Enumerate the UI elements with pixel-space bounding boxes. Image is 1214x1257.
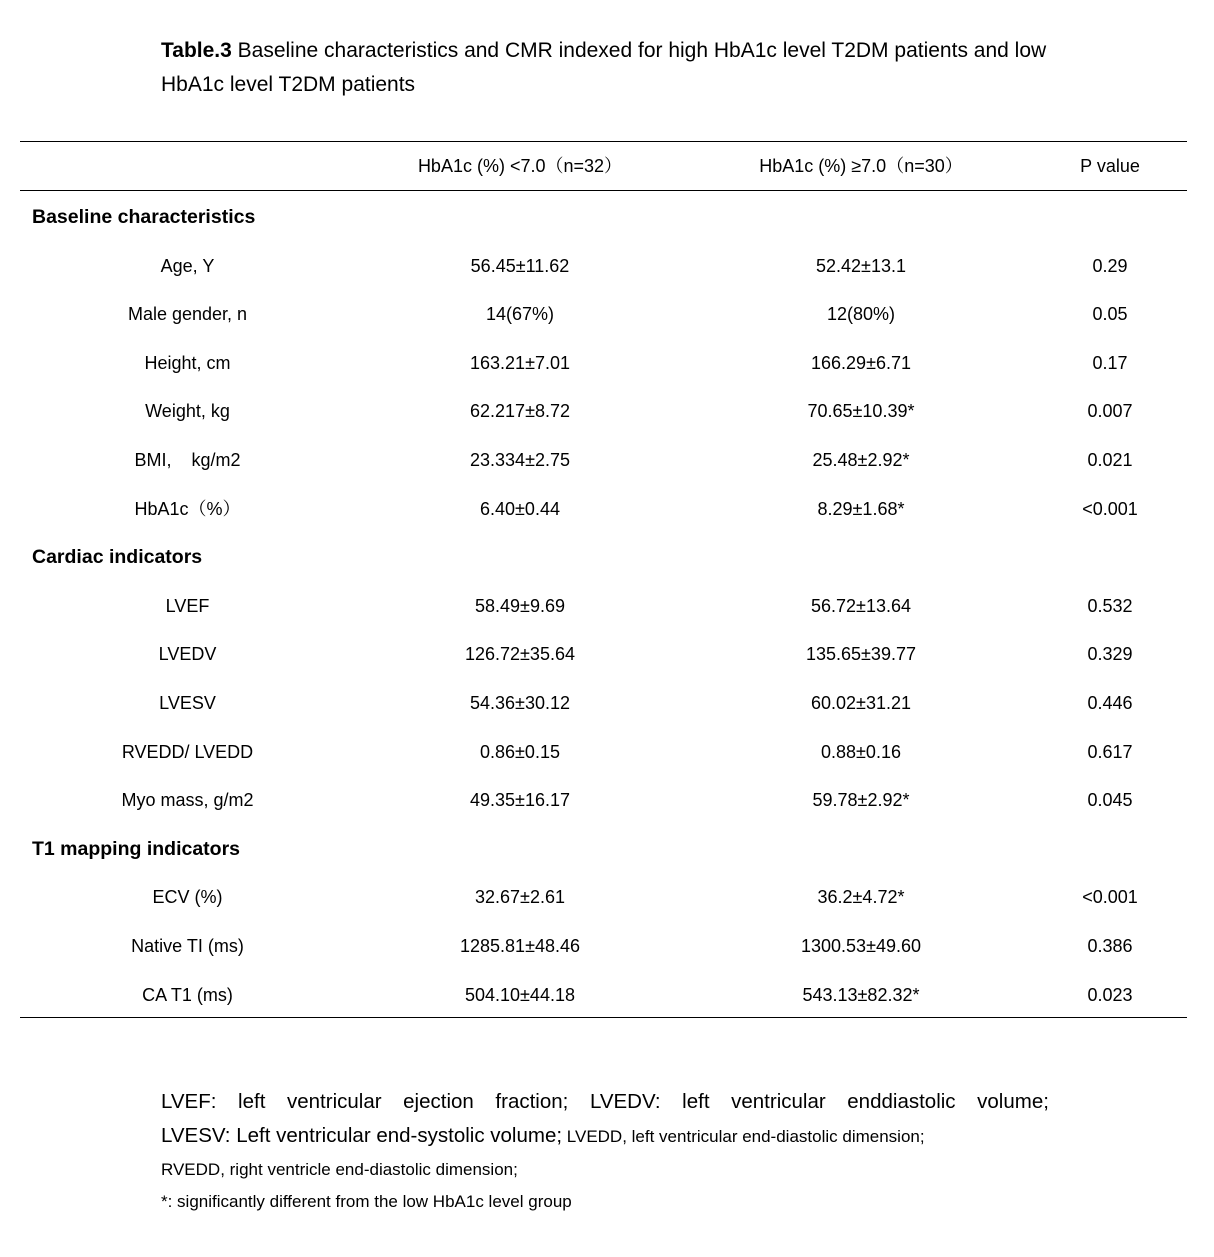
value-low-hba1c: 58.49±9.69 [475, 595, 565, 616]
section-header [0, 202, 1214, 232]
row-label: Myo mass, g/m2 [121, 790, 254, 811]
table-bottom-rule [20, 1017, 1187, 1018]
footnote-word: ventricular [287, 1090, 382, 1113]
p-value: 0.045 [1087, 790, 1133, 811]
value-low-hba1c: 14(67%) [485, 304, 555, 325]
row-label: CA T1 (ms) [142, 984, 233, 1005]
row-label: LVEF [165, 595, 210, 616]
section-title: Baseline characteristics [32, 206, 256, 228]
table-row [0, 348, 1214, 378]
caption-text: Baseline characteristics and CMR indexed for high HbA1c level T2DM patients and low HbA1c level T2DM patients [161, 39, 1047, 96]
p-value: 0.17 [1092, 352, 1128, 373]
footnote-word: ejection [403, 1090, 474, 1113]
p-value: <0.001 [1082, 498, 1138, 519]
footnote-lvedd: LVEDD, left ventricular end-diastolic dimension; [562, 1127, 925, 1146]
header-p-value: P value [1080, 156, 1140, 176]
table-row [0, 591, 1214, 621]
table-row [0, 980, 1214, 1010]
table-row [0, 785, 1214, 815]
row-label: HbA1c（%） [134, 498, 241, 519]
value-high-hba1c: 70.65±10.39* [807, 401, 915, 422]
table-row [0, 882, 1214, 912]
value-high-hba1c: 12(80%) [826, 304, 896, 325]
footnote-word: volume; [977, 1090, 1049, 1113]
table-caption [161, 34, 1061, 102]
value-high-hba1c: 543.13±82.32* [802, 984, 920, 1005]
p-value: 0.021 [1087, 450, 1133, 470]
table-row [0, 251, 1214, 281]
footnote-line-3: RVEDD, right ventricle end-diastolic dimension; [161, 1160, 518, 1179]
table-row [0, 688, 1214, 718]
row-label: Weight, kg [145, 401, 230, 422]
value-high-hba1c: 8.29±1.68* [817, 498, 905, 519]
value-low-hba1c: 54.36±30.12 [470, 693, 570, 713]
p-value: 0.617 [1087, 741, 1133, 762]
value-low-hba1c: 126.72±35.64 [465, 644, 575, 665]
value-low-hba1c: 62.217±8.72 [470, 401, 570, 422]
footnote-word: left [238, 1090, 266, 1113]
footnote-word: LVEF: [161, 1090, 217, 1113]
table-header-row [0, 151, 1214, 181]
table-row [0, 445, 1214, 475]
table-row [0, 931, 1214, 961]
table-row [0, 299, 1214, 329]
section-title: T1 mapping indicators [32, 837, 241, 860]
footnote-word: ventricular [731, 1090, 826, 1113]
row-label: LVESV [159, 693, 216, 713]
footnote-word: enddiastolic [847, 1090, 956, 1113]
row-label: Height, cm [144, 352, 231, 373]
footnote-line-4: *: significantly different from the low HbA1c level group [161, 1192, 572, 1211]
table-row [0, 737, 1214, 767]
p-value: 0.007 [1087, 401, 1133, 422]
value-low-hba1c: 0.86±0.15 [480, 741, 560, 762]
row-label: Age, Y [160, 255, 215, 276]
value-high-hba1c: 56.72±13.64 [811, 595, 911, 616]
p-value: 0.446 [1087, 693, 1133, 713]
value-high-hba1c: 59.78±2.92* [812, 790, 910, 811]
section-title: Cardiac indicators [32, 546, 203, 569]
p-value: 0.023 [1087, 984, 1133, 1005]
value-high-hba1c: 25.48±2.92* [812, 450, 910, 470]
value-low-hba1c: 23.334±2.75 [470, 450, 570, 470]
value-low-hba1c: 1285.81±48.46 [460, 936, 580, 956]
value-low-hba1c: 504.10±44.18 [465, 984, 575, 1005]
value-low-hba1c: 163.21±7.01 [470, 352, 570, 373]
caption-label: Table.3 [161, 39, 232, 62]
section-header [0, 542, 1214, 572]
row-label: RVEDD/ LVEDD [121, 741, 254, 762]
value-high-hba1c: 60.02±31.21 [811, 693, 911, 713]
value-high-hba1c: 52.42±13.1 [816, 255, 906, 276]
p-value: 0.05 [1092, 304, 1128, 325]
row-label: Native TI (ms) [131, 936, 244, 956]
p-value: 0.29 [1092, 255, 1128, 276]
value-high-hba1c: 36.2±4.72* [817, 887, 905, 908]
value-low-hba1c: 32.67±2.61 [475, 887, 565, 908]
footnote-word: LVEDV: [589, 1090, 661, 1113]
section-header [0, 834, 1214, 864]
p-value: 0.532 [1087, 595, 1133, 616]
value-high-hba1c: 166.29±6.71 [811, 352, 911, 373]
footnote-word: left [682, 1090, 710, 1113]
header-high-hba1c: HbA1c (%) ≥7.0（n=30） [759, 156, 963, 176]
value-high-hba1c: 1300.53±49.60 [801, 936, 921, 956]
value-high-hba1c: 135.65±39.77 [806, 644, 916, 665]
table-top-rule [20, 141, 1187, 142]
row-label: BMI, kg/m2 [134, 450, 241, 470]
row-label: LVEDV [158, 644, 217, 665]
header-low-hba1c: HbA1c (%) <7.0（n=32） [417, 156, 623, 176]
table-row [0, 639, 1214, 669]
table-footnotes [161, 1085, 1061, 1218]
value-low-hba1c: 6.40±0.44 [480, 498, 560, 519]
row-label: ECV (%) [152, 887, 223, 908]
value-low-hba1c: 49.35±16.17 [470, 790, 570, 811]
footnote-line-2 [161, 1119, 1061, 1154]
p-value: <0.001 [1082, 887, 1138, 908]
footnote-line-1 [161, 1085, 1049, 1119]
p-value: 0.329 [1087, 644, 1133, 665]
row-label: Male gender, n [127, 304, 248, 325]
value-high-hba1c: 0.88±0.16 [821, 741, 901, 762]
footnote-lvesv: LVESV: Left ventricular end-systolic volume; [161, 1124, 563, 1147]
p-value: 0.386 [1087, 936, 1133, 956]
table-row [0, 494, 1214, 524]
footnote-word: fraction; [495, 1090, 569, 1113]
table-header-rule [20, 190, 1187, 191]
table-row [0, 396, 1214, 426]
value-low-hba1c: 56.45±11.62 [470, 255, 570, 276]
